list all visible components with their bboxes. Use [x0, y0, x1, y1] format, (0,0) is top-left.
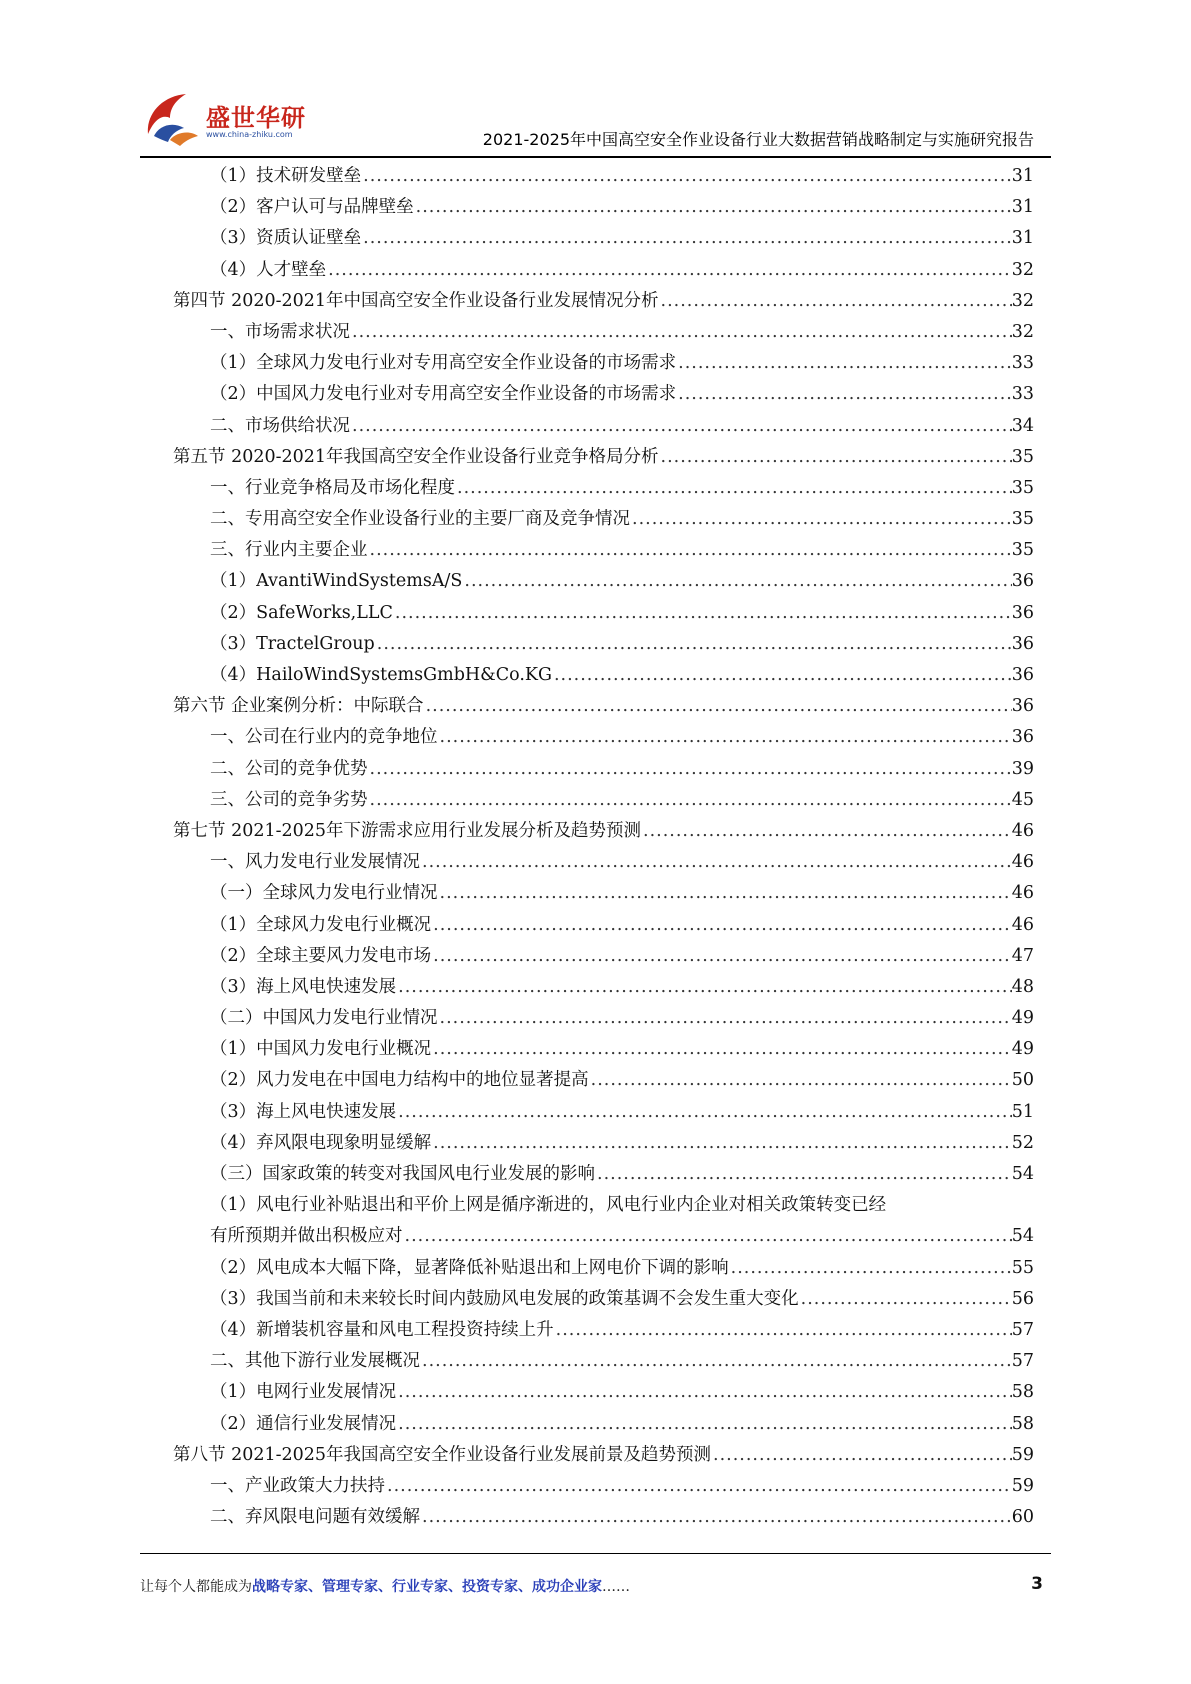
toc-entry-label: （4）人才壁垒 [210, 259, 327, 280]
toc-entry-page: 56 [1011, 1288, 1034, 1309]
toc-row[interactable] [0, 565, 1191, 596]
toc-entry-label: 第八节 2021-2025年我国高空安全作业设备行业发展前景及趋势预测 [173, 1444, 712, 1465]
toc-leader-dots [420, 851, 1012, 873]
footer-divider [140, 1553, 1051, 1554]
toc-leader-dots [396, 1381, 1012, 1403]
toc-entry-page: 39 [1011, 758, 1034, 779]
toc-entry-page: 57 [1011, 1351, 1034, 1372]
toc-row[interactable] [0, 503, 1191, 534]
toc-entry-label: （4）HailoWindSystemsGmbH&Co.KG [210, 665, 552, 685]
footer-slogan [140, 1576, 630, 1596]
toc-row[interactable] [0, 1501, 1191, 1532]
toc-row[interactable] [0, 1158, 1191, 1189]
toc-leader-dots [431, 914, 1012, 936]
toc-leader-dots [385, 1475, 1012, 1497]
toc-entry-label: 二、弃风限电问题有效缓解 [210, 1507, 420, 1528]
toc-row[interactable] [0, 846, 1191, 877]
toc-leader-dots [393, 602, 1012, 624]
toc-entry-label: （3）海上风电快速发展 [210, 1101, 397, 1122]
toc-entry-page: 55 [1011, 1257, 1034, 1278]
toc-entry-label: （1）风电行业补贴退出和平价上网是循序渐进的，风电行业内企业对相关政策转变已经 [210, 1195, 887, 1216]
toc-leader-dots [431, 945, 1012, 967]
toc-entry-label: 二、其他下游行业发展概况 [210, 1351, 420, 1372]
toc-entry-label: 第六节 企业案例分析：中际联合 [173, 696, 424, 717]
page-number: 3 [1031, 1574, 1043, 1594]
toc-entry-page: 50 [1011, 1070, 1034, 1091]
toc-leader-dots [368, 789, 1012, 811]
toc-entry-label: 一、风力发电行业发展情况 [210, 852, 420, 873]
toc-row[interactable] [0, 971, 1191, 1002]
toc-entry-page: 35 [1011, 477, 1034, 498]
toc-entry-page: 52 [1011, 1132, 1034, 1153]
toc-entry-label: 第五节 2020-2021年我国高空安全作业设备行业竞争格局分析 [173, 446, 659, 467]
toc-row[interactable] [0, 378, 1191, 409]
toc-row[interactable] [0, 940, 1191, 971]
logo-url: www.china-zhiku.com [206, 130, 293, 139]
toc-leader-dots [414, 196, 1012, 218]
toc-entry-label: 一、产业政策大力扶持 [210, 1475, 385, 1496]
toc-row[interactable] [0, 316, 1191, 347]
toc-entry-page: 36 [1011, 727, 1034, 748]
toc-entry-label: （2）通信行业发展情况 [210, 1413, 397, 1434]
footer-slogan-suffix: …… [602, 1579, 630, 1595]
toc-row[interactable] [0, 191, 1191, 222]
toc-leader-dots [361, 165, 1012, 187]
toc-entry-page: 51 [1011, 1101, 1034, 1122]
toc-entry-label: （4）弃风限电现象明显缓解 [210, 1132, 432, 1153]
toc-entry-label: （1）电网行业发展情况 [210, 1382, 397, 1403]
toc-entry-page: 46 [1011, 914, 1034, 935]
toc-entry-page: 48 [1011, 976, 1034, 997]
toc-row[interactable] [0, 628, 1191, 659]
toc-entry-label: 有所预期并做出积极应对 [210, 1226, 403, 1247]
toc-leader-dots [659, 446, 1012, 468]
toc-entry-page: 33 [1011, 353, 1034, 374]
toc-entry-page: 49 [1011, 1008, 1034, 1029]
toc-leader-dots [676, 352, 1012, 374]
toc-entry-page: 54 [1011, 1164, 1034, 1184]
toc-entry-page: 59 [1011, 1444, 1034, 1465]
toc-leader-dots [552, 664, 1012, 686]
toc-entry-label: （1）AvantiWindSystemsA/S [210, 571, 463, 592]
toc-row[interactable] [0, 1314, 1191, 1345]
toc-leader-dots [326, 259, 1012, 281]
toc-row[interactable] [0, 1252, 1191, 1283]
toc-entry-label: 第四节 2020-2021年中国高空安全作业设备行业发展情况分析 [173, 290, 659, 311]
toc-entry-page: 57 [1011, 1319, 1034, 1340]
toc-row[interactable] [0, 285, 1191, 316]
toc-entry-label: 一、市场需求状况 [210, 321, 350, 342]
toc-entry-label: 一、行业竞争格局及市场化程度 [210, 477, 455, 498]
toc-entry-label: （1）全球风力发电行业对专用高空安全作业设备的市场需求 [210, 353, 677, 374]
toc-entry-label: （二）中国风力发电行业情况 [210, 1008, 438, 1029]
toc-leader-dots [554, 1319, 1012, 1341]
toc-entry-page: 36 [1011, 571, 1034, 592]
toc-leader-dots [361, 227, 1012, 249]
toc-row[interactable] [0, 721, 1191, 752]
toc-entry-label: （一）全球风力发电行业情况 [210, 883, 438, 904]
toc-entry-page: 36 [1011, 602, 1034, 623]
toc-entry-label: （2）全球主要风力发电市场 [210, 945, 432, 966]
toc-entry-label: 一、公司在行业内的竞争地位 [210, 727, 438, 748]
toc-row[interactable] [0, 1033, 1191, 1064]
toc-leader-dots [455, 477, 1012, 499]
toc-row[interactable] [0, 534, 1191, 565]
toc-entry-label: （1）技术研发壁垒 [210, 166, 362, 186]
toc-row[interactable] [0, 222, 1191, 253]
toc-leader-dots [438, 726, 1012, 748]
header-divider [140, 156, 1051, 158]
toc-entry-label: （3）TractelGroup [210, 633, 375, 654]
toc-entry-label: 二、市场供给状况 [210, 415, 350, 436]
toc-leader-dots [368, 539, 1012, 561]
toc-leader-dots [711, 1444, 1012, 1466]
toc-entry-label: 二、专用高空安全作业设备行业的主要厂商及竞争情况 [210, 509, 630, 530]
toc-entry-label: （1）中国风力发电行业概况 [210, 1039, 432, 1060]
toc-entry-page: 49 [1011, 1039, 1034, 1060]
toc-row[interactable] [0, 597, 1191, 628]
toc-leader-dots [424, 695, 1012, 717]
toc-leader-dots [375, 633, 1012, 655]
toc-leader-dots [350, 321, 1012, 343]
toc-entry-page: 32 [1011, 290, 1034, 311]
toc-entry-page: 58 [1011, 1382, 1034, 1403]
toc-entry-label: （2）SafeWorks,LLC [210, 602, 393, 623]
toc-entry-page: 35 [1011, 509, 1034, 530]
toc-entry-page: 45 [1011, 789, 1034, 810]
footer-slogan-highlight: 战略专家、管理专家、行业专家、投资专家、成功企业家 [252, 1579, 602, 1595]
toc-entry-page: 60 [1011, 1507, 1034, 1528]
toc-row[interactable] [0, 690, 1191, 721]
toc-entry-label: （1）全球风力发电行业概况 [210, 914, 432, 935]
toc-row[interactable] [0, 1096, 1191, 1127]
toc-entry-label: （4）新增装机容量和风电工程投资持续上升 [210, 1319, 554, 1340]
toc-row[interactable] [0, 1408, 1191, 1439]
toc-entry-page: 31 [1011, 228, 1034, 249]
toc-row[interactable] [0, 877, 1191, 908]
toc-row[interactable] [0, 909, 1191, 940]
toc-entry-page: 46 [1011, 852, 1034, 873]
toc-row[interactable] [0, 659, 1191, 690]
toc-row[interactable] [0, 441, 1191, 472]
toc-row[interactable] [0, 160, 1191, 191]
toc-entry-label: （三）国家政策的转变对我国风电行业发展的影响 [210, 1164, 595, 1184]
toc-leader-dots [589, 1069, 1012, 1091]
toc-leader-dots [403, 1225, 1012, 1247]
toc-leader-dots [641, 820, 1012, 842]
toc-entry-label: （3）海上风电快速发展 [210, 976, 397, 997]
toc-entry-page: 32 [1011, 321, 1034, 342]
toc-entry-label: （2）风力发电在中国电力结构中的地位显著提高 [210, 1070, 589, 1091]
toc-leader-dots [659, 290, 1012, 312]
toc-entry-page: 31 [1011, 166, 1034, 186]
toc-leader-dots [799, 1288, 1012, 1310]
toc-leader-dots [438, 1007, 1012, 1029]
toc-row[interactable] [0, 1127, 1191, 1158]
toc-entry-label: 二、公司的竞争优势 [210, 758, 368, 779]
toc-leader-dots [438, 882, 1012, 904]
toc-leader-dots [350, 415, 1012, 437]
toc-row[interactable] [0, 815, 1191, 846]
toc-row[interactable] [0, 753, 1191, 784]
toc-leader-dots [396, 1101, 1012, 1123]
toc-row[interactable] [0, 1283, 1191, 1314]
toc-row[interactable] [0, 1220, 1191, 1251]
toc-entry-label: （2）客户认可与品牌壁垒 [210, 197, 414, 218]
toc-leader-dots [729, 1257, 1012, 1279]
toc-entry-label: 三、行业内主要企业 [210, 540, 368, 561]
toc-row[interactable] [0, 347, 1191, 378]
toc-row[interactable] [0, 1439, 1191, 1470]
toc-leader-dots [676, 383, 1012, 405]
toc-entry-page: 46 [1011, 820, 1034, 841]
toc-leader-dots [431, 1038, 1012, 1060]
toc-entry-label: （2）风电成本大幅下降，显著降低补贴退出和上网电价下调的影响 [210, 1257, 729, 1278]
toc-row[interactable] [0, 1345, 1191, 1376]
toc-entry-page: 46 [1011, 883, 1034, 904]
toc-leader-dots [431, 1132, 1012, 1154]
toc-entry-page: 34 [1011, 415, 1034, 436]
footer-slogan-prefix: 让每个人都能成为 [140, 1579, 252, 1595]
toc-leader-dots [396, 976, 1012, 998]
toc-row[interactable] [0, 1376, 1191, 1407]
toc-entry-label: 三、公司的竞争劣势 [210, 789, 368, 810]
report-title: 2021-2025年中国高空安全作业设备行业大数据营销战略制定与实施研究报告 [482, 130, 1034, 149]
toc-entry-page: 59 [1011, 1475, 1034, 1496]
toc-row[interactable] [0, 1189, 1191, 1220]
toc-entry-page: 32 [1011, 259, 1034, 280]
table-of-contents [0, 160, 1191, 1532]
logo-name: 盛世华研 [206, 104, 306, 132]
toc-entry-page: 36 [1011, 633, 1034, 654]
toc-row[interactable] [0, 1064, 1191, 1095]
toc-leader-dots [462, 570, 1011, 592]
toc-entry-page: 58 [1011, 1413, 1034, 1434]
toc-row[interactable] [0, 1470, 1191, 1501]
toc-entry-page: 35 [1011, 540, 1034, 561]
toc-entry-label: （3）我国当前和未来较长时间内鼓励风电发展的政策基调不会发生重大变化 [210, 1288, 799, 1309]
toc-leader-dots [396, 1413, 1012, 1435]
toc-entry-page: 47 [1011, 945, 1034, 966]
toc-leader-dots [420, 1506, 1012, 1528]
toc-entry-page: 35 [1011, 446, 1034, 467]
toc-row[interactable] [0, 1002, 1191, 1033]
toc-entry-page: 36 [1011, 696, 1034, 717]
toc-entry-label: 第七节 2021-2025年下游需求应用行业发展分析及趋势预测 [173, 820, 642, 841]
toc-entry-page: 31 [1011, 197, 1034, 218]
toc-entry-page: 54 [1011, 1226, 1034, 1247]
toc-entry-page: 36 [1011, 665, 1034, 685]
toc-row[interactable] [0, 784, 1191, 815]
toc-leader-dots [595, 1163, 1012, 1185]
toc-leader-dots [630, 508, 1012, 530]
toc-row[interactable] [0, 472, 1191, 503]
toc-leader-dots [420, 1350, 1012, 1372]
toc-entry-page: 33 [1011, 384, 1034, 405]
toc-row[interactable] [0, 410, 1191, 441]
toc-entry-label: （3）资质认证壁垒 [210, 228, 362, 249]
toc-entry-label: （2）中国风力发电行业对专用高空安全作业设备的市场需求 [210, 384, 677, 405]
toc-leader-dots [368, 758, 1012, 780]
toc-row[interactable] [0, 254, 1191, 285]
